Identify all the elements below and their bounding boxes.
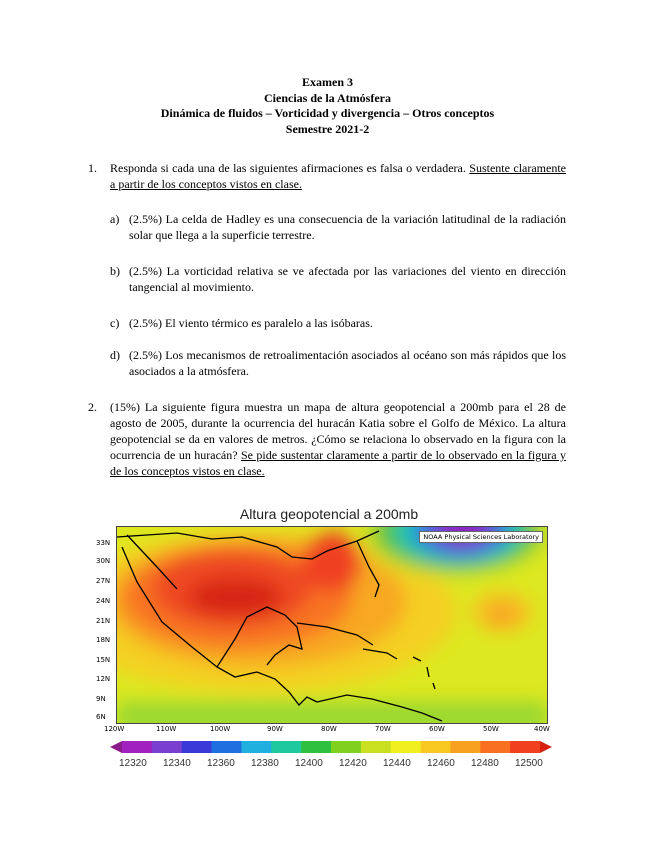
colorbar-segment xyxy=(361,741,391,753)
question-number: 2. xyxy=(88,400,97,414)
colorbar-label: 12380 xyxy=(251,758,279,769)
question-text: (15%) La siguiente figura muestra un mapa de altura geopotencial a 200mb para el 28 de agosto de 2005, durante la ocurrencia del huracán Katia sobre el Golfo de México. La altura geopotencial se da en valores de metros. ¿Cómo se relaciona lo observado en la figura con la ocurrencia de un huracán? Se pide sustentar claramente a partir de lo observado en la figura y de los conceptos vistos en clase. xyxy=(110,400,567,478)
item-text: (2.5%) Los mecanismos de retroalimentación asociados al océano son más rápidos que los asociados a la atmósfera. xyxy=(129,348,566,378)
lat-tick: 18N xyxy=(96,636,111,644)
lon-tick: 40W xyxy=(534,725,550,733)
lat-tick: 24N xyxy=(96,597,111,605)
lon-tick: 60W xyxy=(429,725,445,733)
colorbar-segment xyxy=(331,741,361,753)
colorbar-label: 12440 xyxy=(383,758,411,769)
colorbar-segment xyxy=(271,741,301,753)
question-instruction: Sustente claramente a partir de los conceptos vistos en clase. xyxy=(110,161,566,191)
colorbar-segment xyxy=(182,741,212,753)
colorbar-label: 12480 xyxy=(471,758,499,769)
item-text: (2.5%) La vorticidad relativa se ve afectada por las variaciones del viento en dirección tangencial al movimiento. xyxy=(129,264,566,294)
lat-tick: 27N xyxy=(96,577,111,585)
item-label: d) xyxy=(110,348,120,362)
lat-tick: 21N xyxy=(96,617,111,625)
colorbar-segment xyxy=(391,741,421,753)
colorbar-segment xyxy=(122,741,152,753)
colorbar-label: 12320 xyxy=(119,758,147,769)
colorbar-label: 12340 xyxy=(163,758,191,769)
lon-tick: 100W xyxy=(210,725,231,733)
colorbar xyxy=(110,741,552,753)
lat-tick: 30N xyxy=(96,557,111,565)
colorbar-segment xyxy=(421,741,451,753)
colorbar-label: 12460 xyxy=(427,758,455,769)
map-credit: NOAA Physical Sciences Laboratory xyxy=(419,531,543,543)
question-number: 1. xyxy=(88,161,97,175)
course-name: Ciencias de la Atmósfera xyxy=(264,90,391,105)
lon-tick: 90W xyxy=(267,725,283,733)
lon-tick: 80W xyxy=(321,725,337,733)
colorbar-segment xyxy=(212,741,242,753)
exam-topics: Dinámica de fluidos – Vorticidad y divergencia – Otros conceptos xyxy=(160,106,495,120)
colorbar-label: 12500 xyxy=(515,758,543,769)
lat-tick: 6N xyxy=(96,713,106,721)
lat-tick: 15N xyxy=(96,656,111,664)
colorbar-label: 12420 xyxy=(339,758,367,769)
figure-title: Altura geopotencial a 200mb xyxy=(239,506,419,522)
colorbar-arrow-left xyxy=(110,741,122,753)
colorbar-segment xyxy=(510,741,540,753)
item-text: (2.5%) La celda de Hadley es una consecuencia de la variación latitudinal de la radiación solar que llega a la superficie terrestre. xyxy=(129,212,566,242)
question-1-item-d xyxy=(110,347,566,379)
geopotential-map xyxy=(116,526,548,724)
item-text: (2.5%) El viento térmico es paralelo a las isóbaras. xyxy=(129,316,373,330)
question-1-item-c xyxy=(110,315,566,331)
colorbar-label: 12360 xyxy=(207,758,235,769)
item-label: c) xyxy=(110,316,120,330)
question-1-item-a xyxy=(110,211,566,243)
lon-tick: 120W xyxy=(104,725,125,733)
geopotential-figure xyxy=(94,500,564,775)
lat-tick: 9N xyxy=(96,695,106,703)
item-label: b) xyxy=(110,264,120,278)
semester: Semestre 2021-2 xyxy=(285,121,370,136)
lon-tick: 110W xyxy=(156,725,177,733)
exam-title: Examen 3 xyxy=(302,75,353,89)
question-1-item-b xyxy=(110,263,566,295)
colorbar-segment xyxy=(301,741,331,753)
lat-tick: 12N xyxy=(96,675,111,683)
colorbar-arrow-right xyxy=(540,741,552,753)
question-instruction: Se pide sustentar claramente a partir de lo observado en la figura y de los conceptos vistos en clase. xyxy=(110,448,567,478)
map-graphic xyxy=(117,527,547,723)
question-text: Responda si cada una de las siguientes afirmaciones es falsa o verdadera. Sustente claramente a partir de los conceptos vistos en clase. xyxy=(110,161,566,191)
lon-tick: 50W xyxy=(483,725,499,733)
lat-tick: 33N xyxy=(96,539,111,547)
question-1 xyxy=(90,160,566,192)
exam-header xyxy=(0,75,655,137)
colorbar-segment xyxy=(480,741,510,753)
colorbar-segment xyxy=(152,741,182,753)
question-2 xyxy=(90,399,566,479)
colorbar-segment xyxy=(450,741,480,753)
lon-tick: 70W xyxy=(375,725,391,733)
colorbar-segment xyxy=(241,741,271,753)
item-label: a) xyxy=(110,212,120,226)
colorbar-label: 12400 xyxy=(295,758,323,769)
